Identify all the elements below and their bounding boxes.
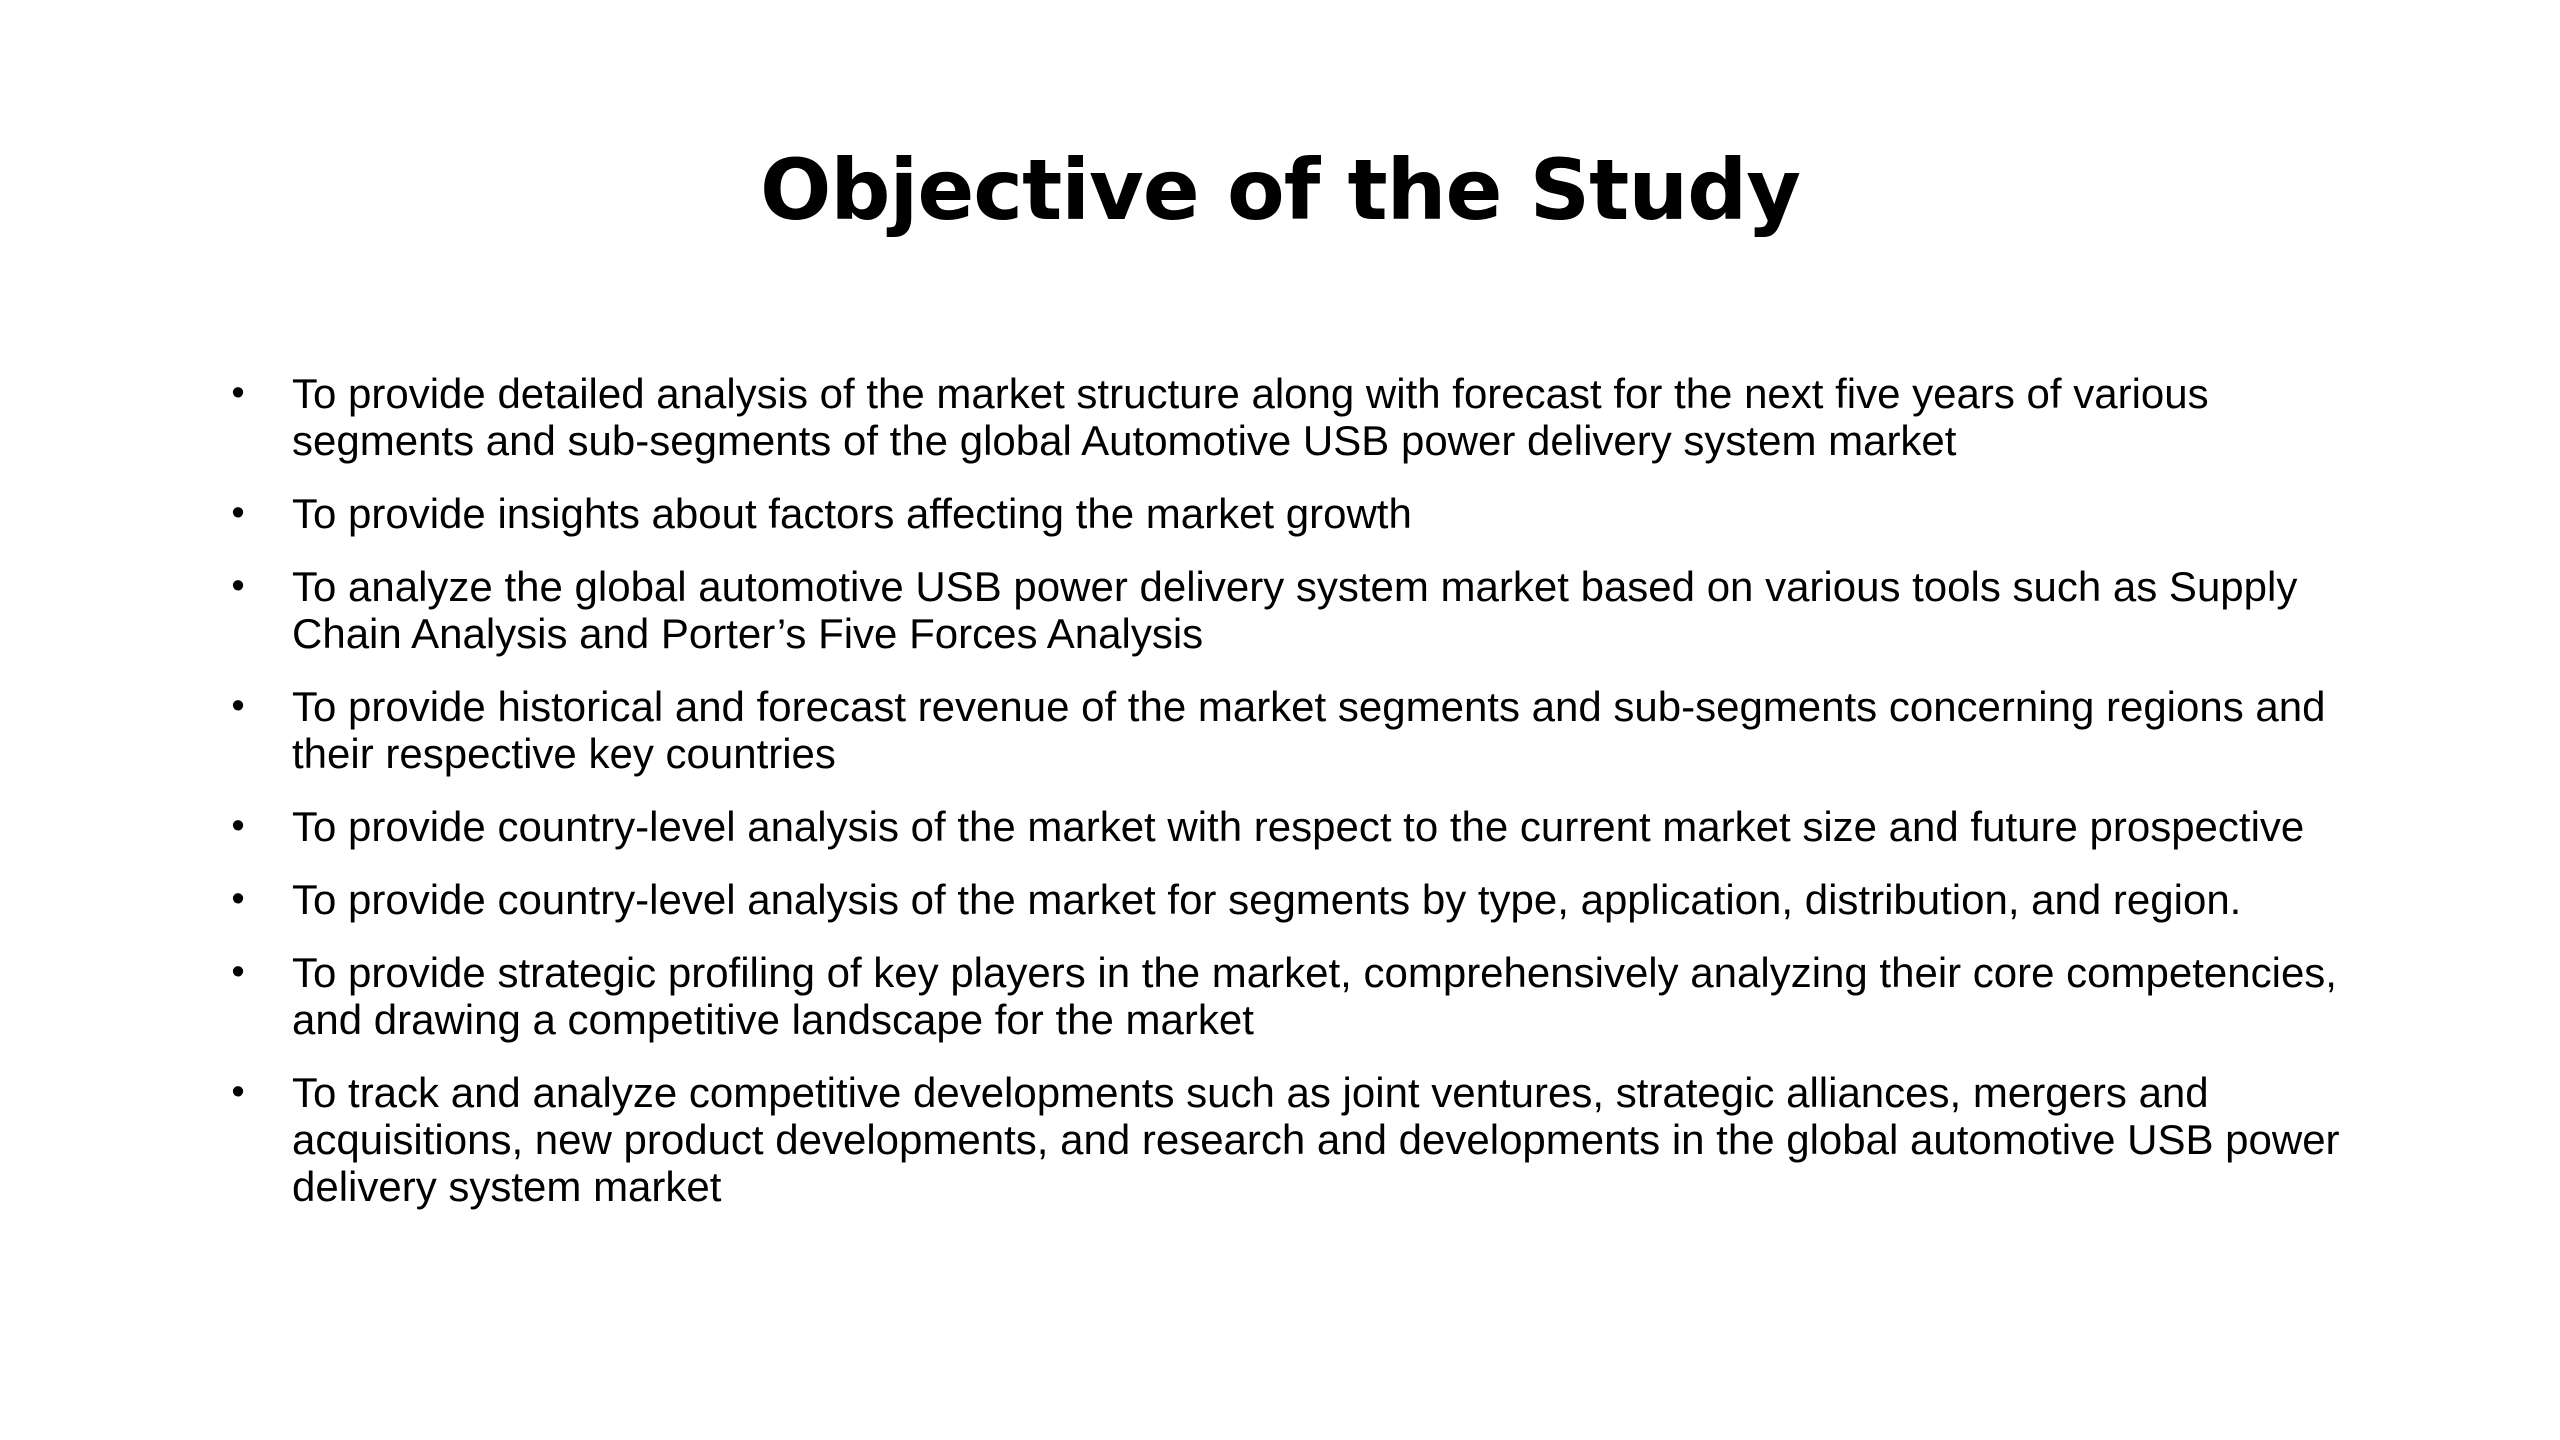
- bullet-icon: •: [231, 685, 245, 727]
- bullet-text: To provide country-level analysis of the market for segments by type, application, distribution, and region.: [292, 876, 2242, 923]
- list-item: [228, 683, 2388, 777]
- objectives-list: [228, 370, 2388, 1236]
- list-item: [228, 803, 2388, 850]
- bullet-text: To track and analyze competitive developments such as joint ventures, strategic alliances, mergers and acquisitions, new product developments, and research and developments in the global automotive USB power delivery system market: [292, 1069, 2340, 1210]
- list-item: [228, 563, 2388, 657]
- bullet-text: To provide detailed analysis of the market structure along with forecast for the next five years of various segments and sub-segments of the global Automotive USB power delivery system market: [292, 370, 2209, 464]
- bullet-icon: •: [231, 565, 245, 607]
- list-item: [228, 1069, 2388, 1210]
- bullet-text: To analyze the global automotive USB power delivery system market based on various tools such as Supply Chain Analysis and Porter’s Five Forces Analysis: [292, 563, 2298, 657]
- slide-title: Objective of the Study: [759, 141, 1801, 239]
- list-item: [228, 370, 2388, 464]
- bullet-icon: •: [231, 878, 245, 920]
- bullet-text: To provide insights about factors affecting the market growth: [292, 490, 1412, 537]
- bullet-icon: •: [231, 951, 245, 993]
- bullet-icon: •: [231, 492, 245, 534]
- bullet-icon: •: [231, 372, 245, 414]
- bullet-text: To provide country-level analysis of the market with respect to the current market size and future prospective: [292, 803, 2305, 850]
- bullet-text: To provide historical and forecast revenue of the market segments and sub-segments concerning regions and their respective key countries: [292, 683, 2326, 777]
- list-item: [228, 949, 2388, 1043]
- list-item: [228, 876, 2388, 923]
- list-item: [228, 490, 2388, 537]
- bullet-icon: •: [231, 1071, 245, 1113]
- bullet-icon: •: [231, 805, 245, 847]
- bullet-text: To provide strategic profiling of key players in the market, comprehensively analyzing their core competencies, and drawing a competitive landscape for the market: [292, 949, 2337, 1043]
